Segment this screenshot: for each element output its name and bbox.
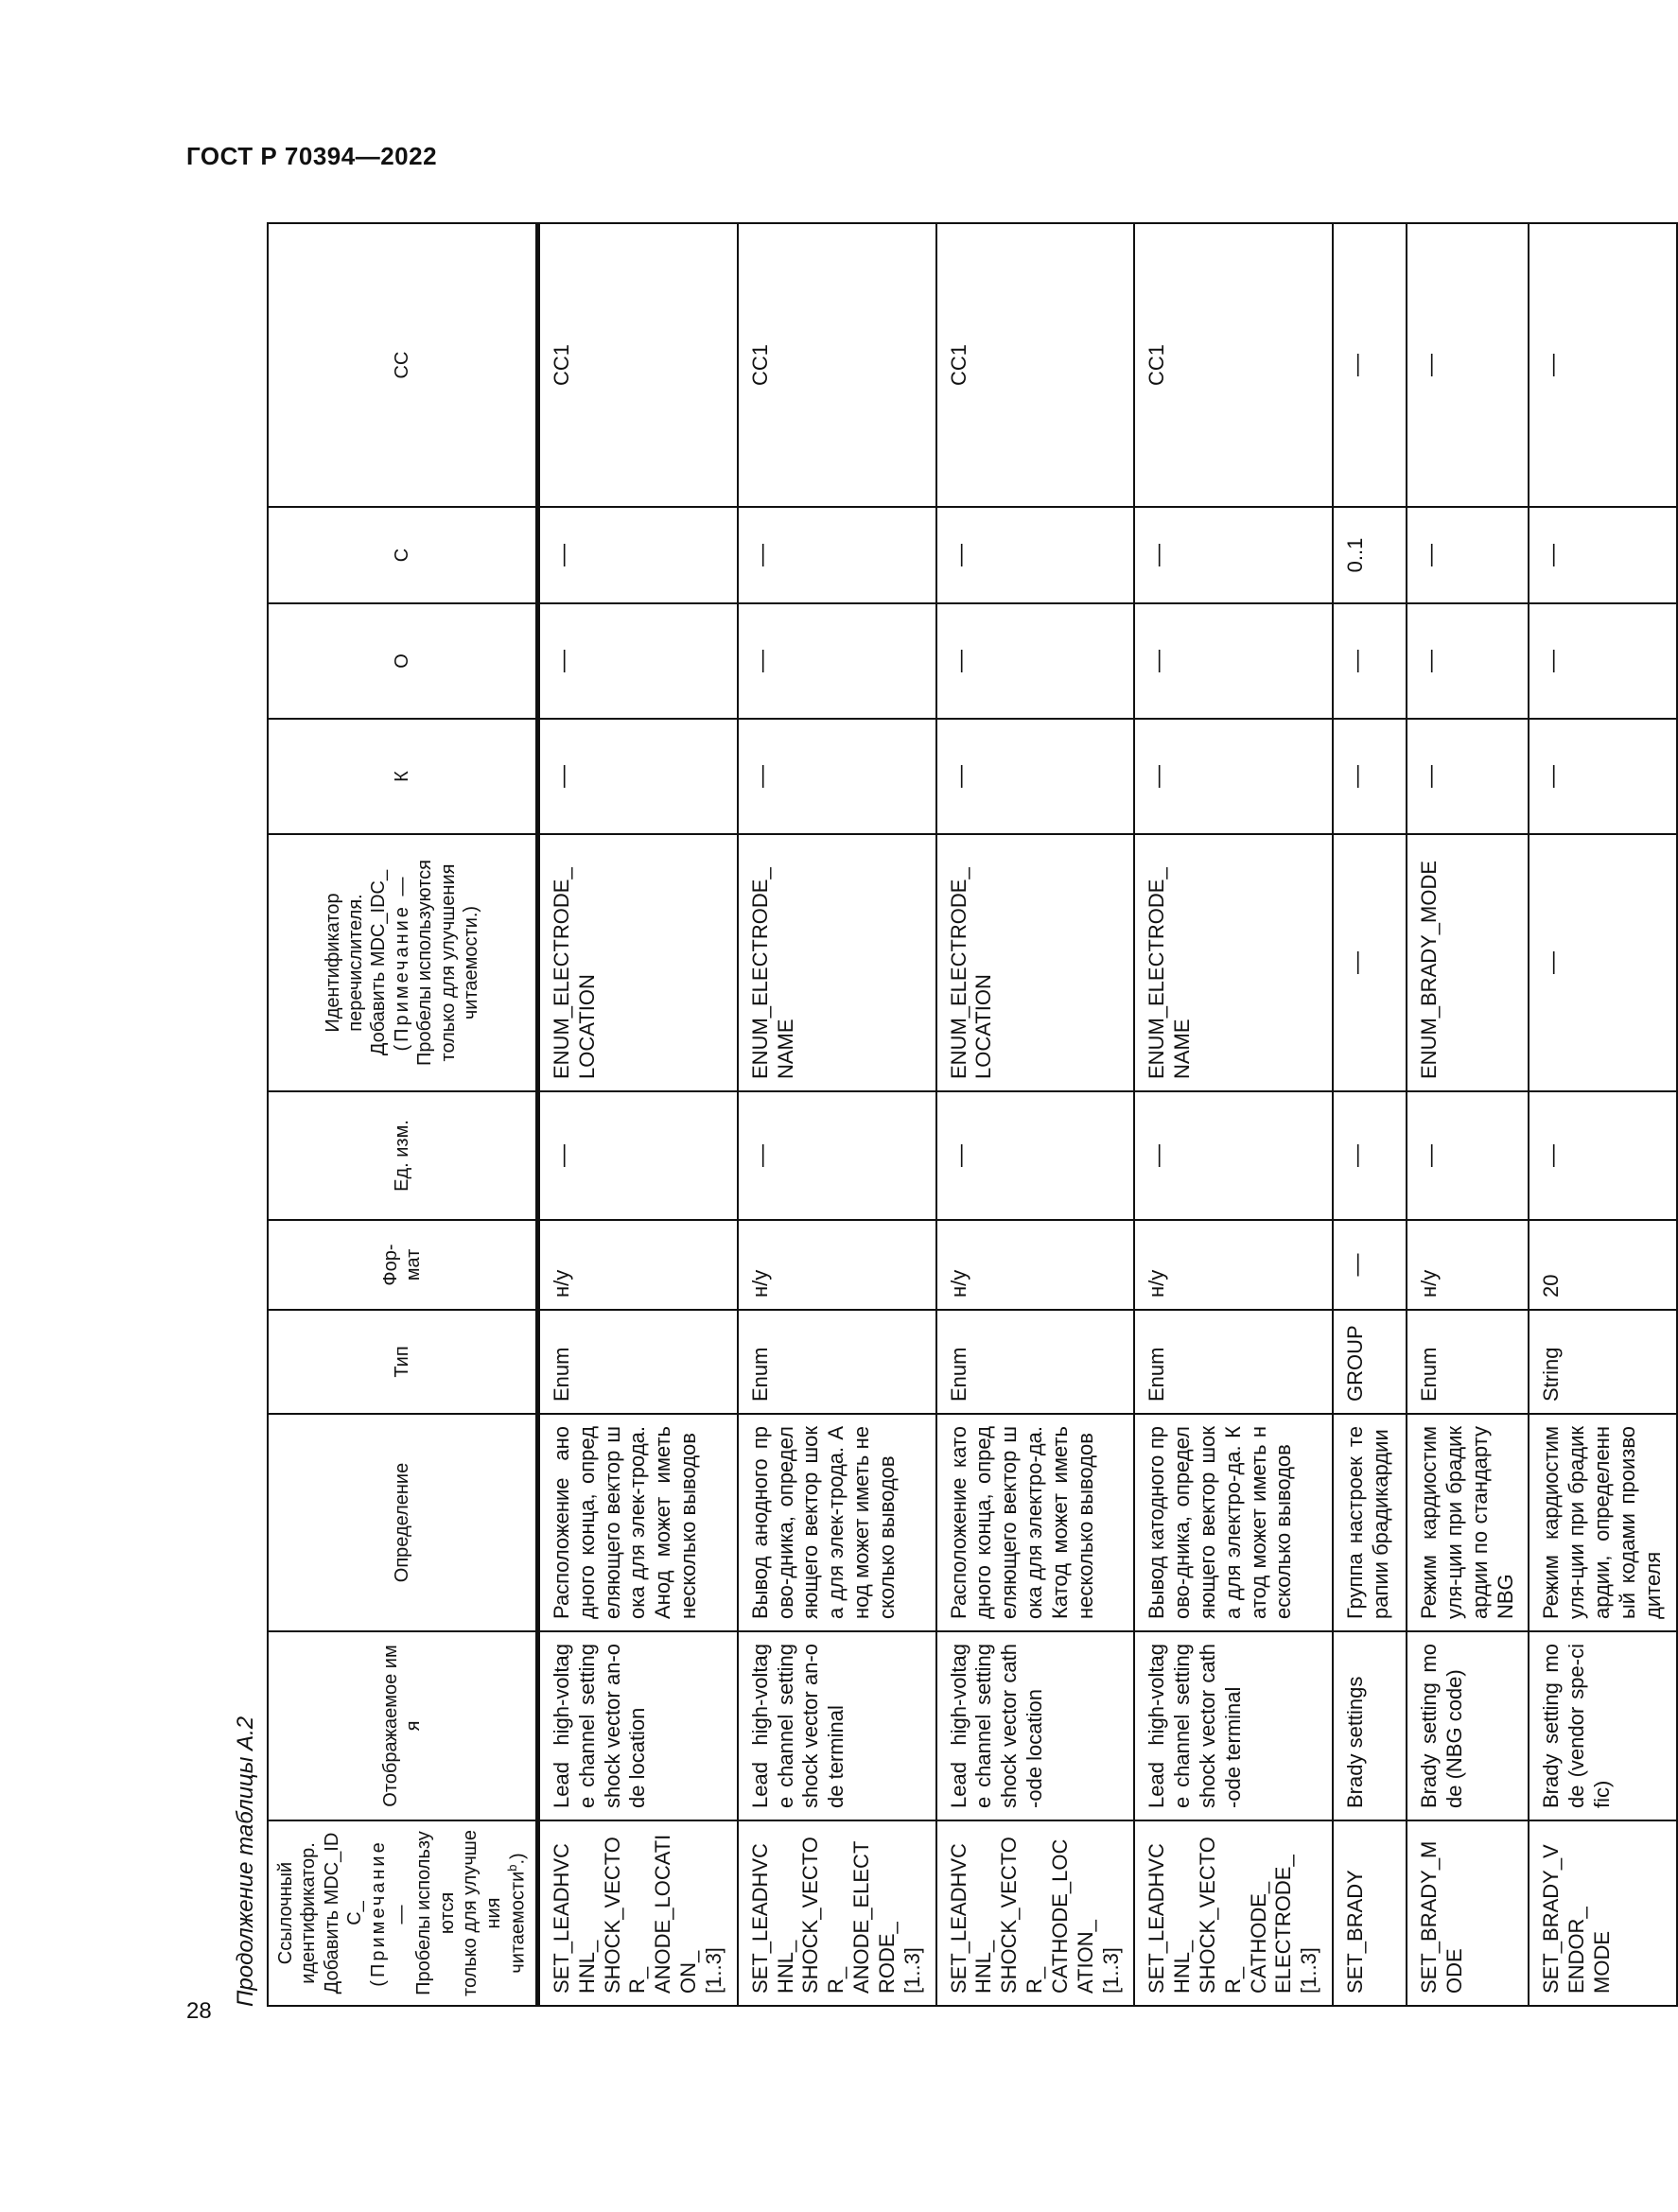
cell-o: —: [537, 603, 737, 719]
table-row: [1529, 223, 1676, 2006]
cell-display-name: Brady setting mode (vendor spe-cific): [1529, 1631, 1676, 1820]
cell-definition: Расположение анодного конца, определяющего вектор шока для элек-трода. Анод может иметь несколько выводов: [537, 1414, 737, 1631]
table-row: [936, 223, 1135, 2006]
cell-ref-id: SET_LEADHVCHNL_ SHOCK_VECTOR_ CATHODE_LOCATION_ [1..3]: [936, 1820, 1135, 2006]
cell-enum-id: ENUM_BRADY_MODE: [1407, 834, 1529, 1091]
cell-format: н/у: [1407, 1220, 1529, 1310]
cell-o: —: [1333, 603, 1407, 719]
cell-o: —: [936, 603, 1135, 719]
cell-enum-id: —: [1529, 834, 1676, 1091]
header-o: О: [268, 603, 537, 719]
cell-format: н/у: [738, 1220, 936, 1310]
cell-k: —: [1333, 719, 1407, 834]
cell-k: —: [1529, 719, 1676, 834]
cell-cc: —: [1333, 223, 1407, 507]
table-caption: Продолжение таблицы А.2: [233, 1716, 258, 2007]
cell-unit: —: [537, 1091, 737, 1220]
cell-enum-id: ENUM_ELECTRODE_ NAME: [738, 834, 936, 1091]
cell-format: —: [1333, 1220, 1407, 1310]
rotated-table-region: [225, 224, 1665, 2007]
cell-cc: CC1: [738, 223, 936, 507]
cell-k: —: [738, 719, 936, 834]
page-number: 28: [186, 1998, 212, 2024]
header-enum-id: Идентификатор перечислителя. Добавить MDC_IDC_ (Примечание — Пробелы используются только для улучшения читаемости.): [268, 834, 537, 1091]
cell-ref-id: SET_LEADHVCHNL_ SHOCK_VECTOR_ ANODE_ELECTRODE_ [1..3]: [738, 1820, 936, 2006]
cell-c: 0..1: [1333, 507, 1407, 603]
table-row: [1333, 223, 1407, 2006]
cell-enum-id: ENUM_ELECTRODE_ NAME: [1134, 834, 1333, 1091]
cell-definition: Группа настроек терапии брадикардии: [1333, 1414, 1407, 1631]
cell-enum-id: —: [1333, 834, 1407, 1091]
cell-type: Enum: [1407, 1310, 1529, 1414]
cell-ref-id: SET_BRADY_VENDOR_ MODE: [1529, 1820, 1676, 2006]
cell-type: Enum: [1134, 1310, 1333, 1414]
table-row: [738, 223, 936, 2006]
cell-cc: CC1: [1134, 223, 1333, 507]
cell-c: —: [537, 507, 737, 603]
cell-unit: —: [1134, 1091, 1333, 1220]
cell-ref-id: SET_LEADHVCHNL_ SHOCK_VECTOR_ CATHODE_ ELECTRODE_[1..3]: [1134, 1820, 1333, 2006]
cell-cc: —: [1407, 223, 1529, 507]
cell-k: —: [936, 719, 1135, 834]
cell-display-name: Lead high-voltage channel setting shock vector cath-ode location: [936, 1631, 1135, 1820]
cell-display-name: Brady settings: [1333, 1631, 1407, 1820]
header-cc: СС: [268, 223, 537, 507]
header-unit: Ед. изм.: [268, 1091, 537, 1220]
cell-display-name: Brady setting mode (NBG code): [1407, 1631, 1529, 1820]
cell-format: н/у: [936, 1220, 1135, 1310]
cell-format: н/у: [537, 1220, 737, 1310]
cell-o: —: [738, 603, 936, 719]
header-format: Фор- мат: [268, 1220, 537, 1310]
header-k: К: [268, 719, 537, 834]
table-row: [1407, 223, 1529, 2006]
table-row: [1134, 223, 1333, 2006]
table-row: [537, 223, 737, 2006]
header-c: С: [268, 507, 537, 603]
cell-ref-id: SET_BRADY_MODE: [1407, 1820, 1529, 2006]
cell-definition: Режим кардиостимуля-ции при брадикардии, определенный кодами производителя: [1529, 1414, 1676, 1631]
data-table: [267, 222, 1678, 2007]
cell-definition: Режим кардиостимуля-ции при брадикардии по стандарту NBG: [1407, 1414, 1529, 1631]
cell-definition: Расположение катодного конца, определяющего вектор шока для электро-да. Катод может иметь несколько выводов: [936, 1414, 1135, 1631]
cell-format: н/у: [1134, 1220, 1333, 1310]
cell-k: —: [1407, 719, 1529, 834]
cell-display-name: Lead high-voltage channel setting shock vector an-ode location: [537, 1631, 737, 1820]
cell-c: —: [1529, 507, 1676, 603]
cell-type: GROUP: [1333, 1310, 1407, 1414]
header-type: Тип: [268, 1310, 537, 1414]
cell-c: —: [1407, 507, 1529, 603]
table-header-row: [268, 223, 537, 2006]
header-display-name: Отображаемое имя: [268, 1631, 537, 1820]
cell-enum-id: ENUM_ELECTRODE_ LOCATION: [936, 834, 1135, 1091]
header-definition: Определение: [268, 1414, 537, 1631]
cell-display-name: Lead high-voltage channel setting shock vector an-ode terminal: [738, 1631, 936, 1820]
cell-unit: —: [1529, 1091, 1676, 1220]
cell-type: Enum: [738, 1310, 936, 1414]
cell-cc: CC1: [537, 223, 737, 507]
cell-unit: —: [1333, 1091, 1407, 1220]
cell-ref-id: SET_BRADY: [1333, 1820, 1407, 2006]
cell-definition: Вывод катодного прово-дника, определяющего вектор шока для электро-да. Катод может иметь несколько выводов: [1134, 1414, 1333, 1631]
cell-definition: Вывод анодного прово-дника, определяющего вектор шока для элек-трода. Анод может иметь несколько выводов: [738, 1414, 936, 1631]
cell-type: Enum: [936, 1310, 1135, 1414]
cell-cc: CC1: [936, 223, 1135, 507]
cell-unit: —: [936, 1091, 1135, 1220]
cell-c: —: [1134, 507, 1333, 603]
cell-o: —: [1407, 603, 1529, 719]
document-header: ГОСТ Р 70394—2022: [186, 142, 438, 170]
header-ref-id: Ссылочный идентификатор. Добавить MDC_IDC_ (Примечание — Пробелы используются только для улучшения читаемости$^b$.): [268, 1820, 537, 2006]
cell-unit: —: [1407, 1091, 1529, 1220]
cell-k: —: [537, 719, 737, 834]
cell-enum-id: ENUM_ELECTRODE_ LOCATION: [537, 834, 737, 1091]
cell-o: —: [1134, 603, 1333, 719]
cell-c: —: [936, 507, 1135, 603]
cell-ref-id: SET_LEADHVCHNL_ SHOCK_VECTOR_ ANODE_LOCATION_ [1..3]: [537, 1820, 737, 2006]
cell-type: Enum: [537, 1310, 737, 1414]
cell-k: —: [1134, 719, 1333, 834]
cell-cc: —: [1529, 223, 1676, 507]
cell-c: —: [738, 507, 936, 603]
cell-unit: —: [738, 1091, 936, 1220]
cell-type: String: [1529, 1310, 1676, 1414]
cell-format: 20: [1529, 1220, 1676, 1310]
cell-display-name: Lead high-voltage channel setting shock vector cath-ode terminal: [1134, 1631, 1333, 1820]
cell-o: —: [1529, 603, 1676, 719]
